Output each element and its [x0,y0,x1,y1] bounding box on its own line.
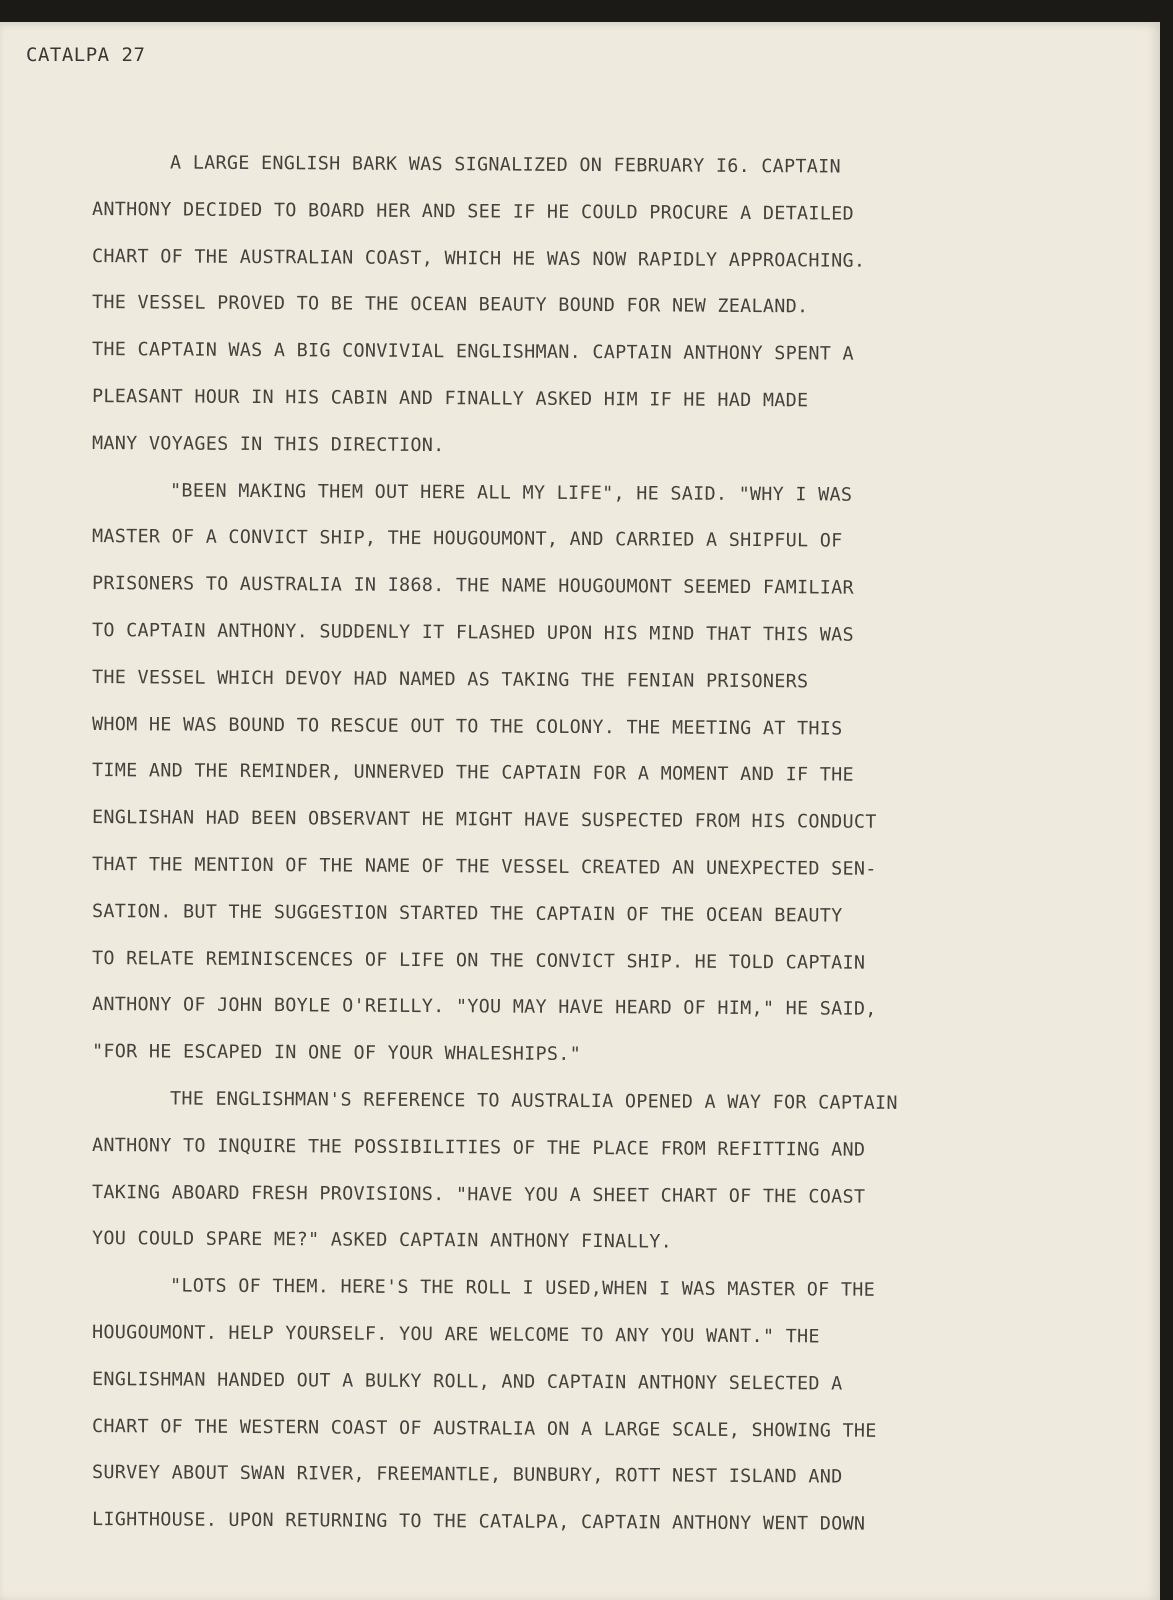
text-line: CHART OF THE WESTERN COAST OF AUSTRALIA ON A LARGE SCALE, SHOWING THE [91,1415,877,1442]
text-line: MASTER OF A CONVICT SHIP, THE HOUGOUMONT, AND CARRIED A SHIPFUL OF [91,526,843,552]
text-line: "FOR HE ESCAPED IN ONE OF YOUR WHALESHIPS." [91,1041,582,1066]
text-line: TIME AND THE REMINDER, UNNERVED THE CAPTAIN FOR A MOMENT AND IF THE [91,760,854,787]
text-line: HOUGOUMONT. HELP YOURSELF. YOU ARE WELCOME TO ANY YOU WANT." THE [91,1321,820,1348]
text-line: THE CAPTAIN WAS A BIG CONVIVIAL ENGLISHMAN. CAPTAIN ANTHONY SPENT A [91,339,854,365]
body-text [92,140,1082,1544]
text-line: PLEASANT HOUR IN HIS CABIN AND FINALLY ASKED HIM IF HE HAD MADE [91,385,809,412]
text-line: TO CAPTAIN ANTHONY. SUDDENLY IT FLASHED UPON HIS MIND THAT THIS WAS [91,619,854,646]
text-line: ENGLISHAN HAD BEEN OBSERVANT HE MIGHT HAVE SUSPECTED FROM HIS CONDUCT [91,807,877,833]
text-line: SATION. BUT THE SUGGESTION STARTED THE CAPTAIN OF THE OCEAN BEAUTY [91,900,843,927]
text-line: ENGLISHMAN HANDED OUT A BULKY ROLL, AND CAPTAIN ANTHONY SELECTED A [91,1368,843,1395]
text-line: "BEEN MAKING THEM OUT HERE ALL MY LIFE", HE SAID. "WHY I WAS [169,480,853,506]
text-line: TO RELATE REMINISCENCES OF LIFE ON THE CONVICT SHIP. HE TOLD CAPTAIN [91,947,866,974]
typewritten-page [0,22,1160,1600]
text-line: CHART OF THE AUSTRALIAN COAST, WHICH HE WAS NOW RAPIDLY APPROACHING. [91,245,866,272]
text-line: THE VESSEL WHICH DEVOY HAD NAMED AS TAKING THE FENIAN PRISONERS [91,666,809,693]
text-line: LIGHTHOUSE. UPON RETURNING TO THE CATALPA, CAPTAIN ANTHONY WENT DOWN [91,1509,866,1535]
text-line: ANTHONY OF JOHN BOYLE O'REILLY. "YOU MAY HAVE HEARD OF HIM," HE SAID, [91,994,877,1021]
page-header: CATALPA 27 [26,44,146,66]
text-line: SURVEY ABOUT SWAN RIVER, FREEMANTLE, BUNBURY, ROTT NEST ISLAND AND [91,1462,843,1488]
text-line: ANTHONY DECIDED TO BOARD HER AND SEE IF HE COULD PROCURE A DETAILED [91,198,854,225]
text-line: THE VESSEL PROVED TO BE THE OCEAN BEAUTY BOUND FOR NEW ZEALAND. [91,292,809,318]
text-line: PRISONERS TO AUSTRALIA IN I868. THE NAME HOUGOUMONT SEEMED FAMILIAR [91,573,854,599]
text-line: TAKING ABOARD FRESH PROVISIONS. "HAVE YOU A SHEET CHART OF THE COAST [91,1181,866,1208]
text-line: "LOTS OF THEM. HERE'S THE ROLL I USED,WHEN I WAS MASTER OF THE [169,1275,876,1301]
text-line: MANY VOYAGES IN THIS DIRECTION. [91,432,445,456]
text-line: WHOM HE WAS BOUND TO RESCUE OUT TO THE COLONY. THE MEETING AT THIS [91,713,843,740]
text-line: YOU COULD SPARE ME?" ASKED CAPTAIN ANTHONY FINALLY. [91,1228,673,1253]
text-line: A LARGE ENGLISH BARK WAS SIGNALIZED ON FEBRUARY I6. CAPTAIN [169,152,842,178]
text-line: THAT THE MENTION OF THE NAME OF THE VESSEL CREATED AN UNEXPECTED SEN- [91,853,877,880]
text-line: THE ENGLISHMAN'S REFERENCE TO AUSTRALIA OPENED A WAY FOR CAPTAIN [169,1088,898,1114]
text-line: ANTHONY TO INQUIRE THE POSSIBILITIES OF THE PLACE FROM REFITTING AND [91,1134,866,1161]
